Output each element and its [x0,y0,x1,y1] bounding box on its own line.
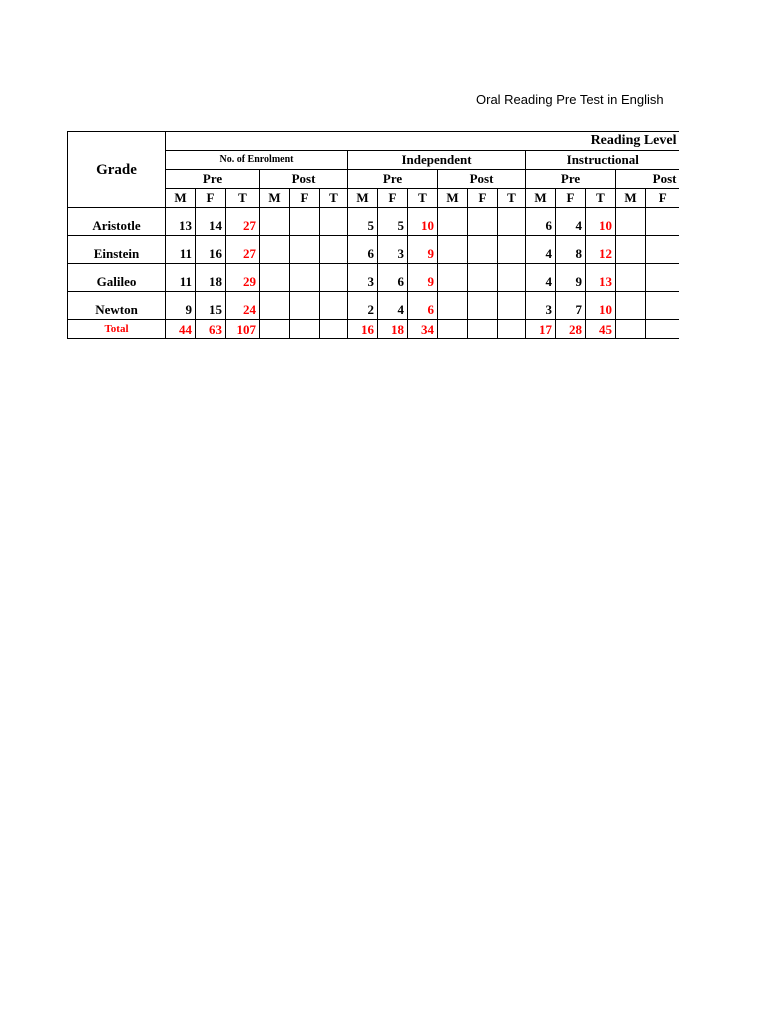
cell [616,208,646,236]
col-f: F [196,189,226,208]
col-f: F [646,189,680,208]
reading-level-header: Reading Level [166,132,680,151]
cell [438,320,468,339]
cell: 10 [408,208,438,236]
cell [616,264,646,292]
cell [320,264,348,292]
cell: 5 [378,208,408,236]
post-header: Post [616,170,680,189]
table-row [68,264,680,292]
total-row [68,320,680,339]
col-f: F [468,189,498,208]
cell: 11 [166,264,196,292]
cell: 18 [196,264,226,292]
cell [260,236,290,264]
cell: 16 [348,320,378,339]
cell: 44 [166,320,196,339]
cell [290,320,320,339]
cell: 5 [348,208,378,236]
cell [320,208,348,236]
cell: 7 [556,292,586,320]
pre-header: Pre [348,170,438,189]
table-row [68,236,680,264]
col-m: M [526,189,556,208]
col-f: F [290,189,320,208]
col-t: T [226,189,260,208]
group-header-instructional: Instructional [526,151,680,170]
cell: 4 [526,264,556,292]
grade-header: Grade [68,132,166,208]
table-row [68,292,680,320]
cell: 9 [166,292,196,320]
cell [498,236,526,264]
reading-level-table [67,131,679,339]
cell: 15 [196,292,226,320]
cell [616,292,646,320]
cell [616,236,646,264]
col-m: M [616,189,646,208]
cell: 3 [348,264,378,292]
cell [320,236,348,264]
cell [498,264,526,292]
cell: 4 [556,208,586,236]
cell [290,292,320,320]
cell [498,292,526,320]
table-row [68,208,680,236]
cell [260,292,290,320]
post-header: Post [260,170,348,189]
cell [646,292,680,320]
cell: 10 [586,208,616,236]
cell [468,320,498,339]
cell: 16 [196,236,226,264]
row-name: Aristotle [68,208,166,236]
col-t: T [408,189,438,208]
pre-header: Pre [166,170,260,189]
cell [438,236,468,264]
cell: 10 [586,292,616,320]
cell [438,264,468,292]
col-f: F [378,189,408,208]
cell: 2 [348,292,378,320]
cell [320,320,348,339]
cell [646,264,680,292]
cell: 4 [378,292,408,320]
post-header: Post [438,170,526,189]
group-header-independent: Independent [348,151,526,170]
row-name: Galileo [68,264,166,292]
cell [646,320,680,339]
col-f: F [556,189,586,208]
cell: 3 [378,236,408,264]
cell: 8 [556,236,586,264]
cell [320,292,348,320]
cell [260,264,290,292]
col-t: T [586,189,616,208]
cell: 3 [526,292,556,320]
cell: 9 [408,264,438,292]
cell [260,320,290,339]
cell: 6 [378,264,408,292]
cell: 27 [226,208,260,236]
cell [290,208,320,236]
cell: 6 [348,236,378,264]
cell: 29 [226,264,260,292]
cell [468,292,498,320]
cell [438,292,468,320]
cell [468,208,498,236]
cell: 107 [226,320,260,339]
cell: 24 [226,292,260,320]
cell [468,236,498,264]
col-m: M [348,189,378,208]
cell [646,208,680,236]
cell: 4 [526,236,556,264]
cell: 13 [586,264,616,292]
cell: 12 [586,236,616,264]
cell: 14 [196,208,226,236]
cell [290,264,320,292]
cell [498,320,526,339]
cell: 11 [166,236,196,264]
cell: 27 [226,236,260,264]
cell [438,208,468,236]
row-name: Einstein [68,236,166,264]
col-m: M [166,189,196,208]
cell [260,208,290,236]
group-header-enrolment: No. of Enrolment [166,151,348,170]
cell: 9 [556,264,586,292]
col-m: M [260,189,290,208]
cell: 63 [196,320,226,339]
cell: 6 [408,292,438,320]
spreadsheet-table [67,131,679,339]
cell: 28 [556,320,586,339]
col-t: T [498,189,526,208]
cell [646,236,680,264]
cell [498,208,526,236]
cell: 34 [408,320,438,339]
col-t: T [320,189,348,208]
cell [290,236,320,264]
page-title: Oral Reading Pre Test in English [476,92,664,107]
col-m: M [438,189,468,208]
pre-header: Pre [526,170,616,189]
total-label: Total [68,320,166,339]
cell: 45 [586,320,616,339]
cell [616,320,646,339]
cell [468,264,498,292]
cell: 6 [526,208,556,236]
cell: 9 [408,236,438,264]
cell: 13 [166,208,196,236]
cell: 18 [378,320,408,339]
row-name: Newton [68,292,166,320]
cell: 17 [526,320,556,339]
